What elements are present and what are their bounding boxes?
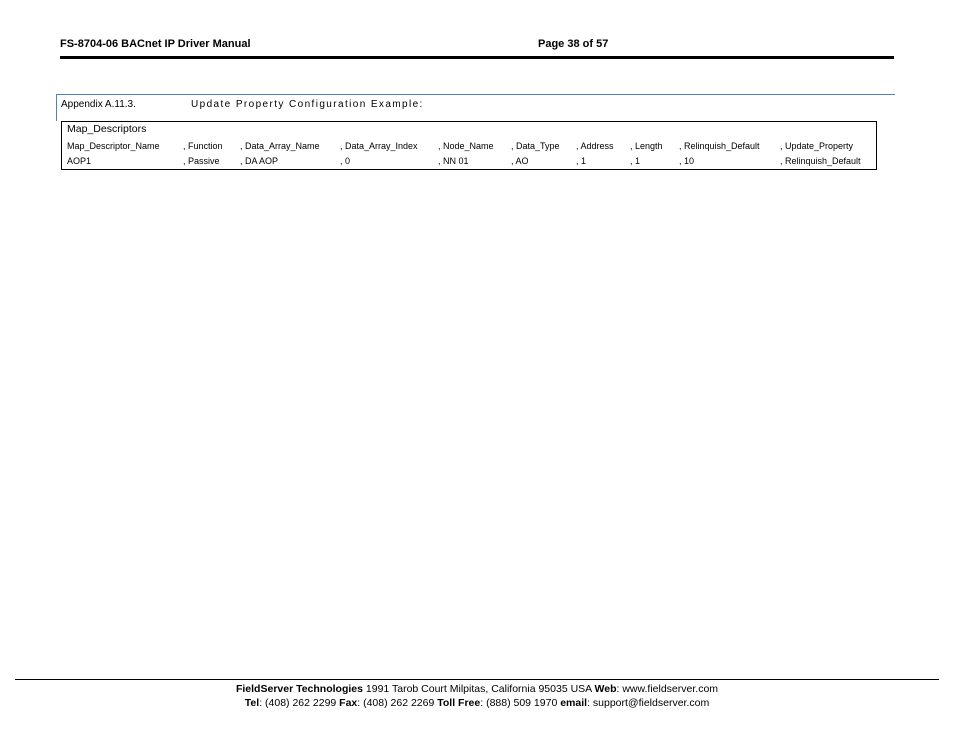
appendix-heading bbox=[56, 94, 895, 121]
appendix-title: Update Property Configuration Example: bbox=[191, 99, 424, 110]
tollfree-label: Toll Free bbox=[437, 697, 481, 709]
column-header: , Relinquish_Default bbox=[679, 141, 760, 151]
fax-number: : (408) 262 2269 bbox=[357, 697, 438, 709]
table-header-row bbox=[62, 141, 876, 155]
table-row bbox=[62, 156, 876, 170]
column-header: , Update_Property bbox=[780, 141, 854, 151]
table-cell: , 1 bbox=[576, 156, 587, 166]
web-label: Web bbox=[594, 683, 617, 695]
column-header: , Function bbox=[183, 141, 223, 151]
footer-divider bbox=[15, 679, 939, 680]
table-cell: , Passive bbox=[183, 156, 220, 166]
column-header: , Data_Array_Index bbox=[340, 141, 418, 151]
web-address: : www.fieldserver.com bbox=[616, 683, 719, 695]
footer-contact-line bbox=[0, 697, 954, 709]
page-number: Page 38 of 57 bbox=[538, 38, 609, 50]
config-table bbox=[61, 121, 877, 170]
column-header: , Data_Type bbox=[511, 141, 560, 151]
tollfree-number: : (888) 509 1970 bbox=[480, 697, 561, 709]
document-title: FS-8704-06 BACnet IP Driver Manual bbox=[60, 38, 251, 50]
column-header: , Length bbox=[630, 141, 663, 151]
table-title: Map_Descriptors bbox=[67, 123, 147, 135]
tel-number: : (408) 262 2299 bbox=[259, 697, 340, 709]
table-cell: , DA AOP bbox=[240, 156, 279, 166]
table-cell: , Relinquish_Default bbox=[780, 156, 861, 166]
table-cell: , 0 bbox=[340, 156, 351, 166]
tel-label: Tel bbox=[244, 697, 260, 709]
column-header: Map_Descriptor_Name bbox=[67, 141, 160, 151]
table-cell: , NN 01 bbox=[438, 156, 469, 166]
company-address: 1991 Tarob Court Milpitas, California 95035 USA bbox=[362, 683, 595, 695]
appendix-number: Appendix A.11.3. bbox=[61, 99, 136, 110]
column-header: , Data_Array_Name bbox=[240, 141, 320, 151]
table-cell: , 1 bbox=[630, 156, 641, 166]
table-cell: , AO bbox=[511, 156, 529, 166]
fax-label: Fax bbox=[339, 697, 358, 709]
footer-address-line bbox=[0, 683, 954, 695]
table-cell: AOP1 bbox=[67, 156, 92, 166]
table-cell: , 10 bbox=[679, 156, 695, 166]
column-header: , Address bbox=[576, 141, 614, 151]
email-label: email bbox=[560, 697, 588, 709]
column-header: , Node_Name bbox=[438, 141, 494, 151]
company-name: FieldServer Technologies bbox=[235, 683, 363, 695]
header-divider bbox=[60, 56, 894, 59]
email-address: : support@fieldserver.com bbox=[587, 697, 710, 709]
